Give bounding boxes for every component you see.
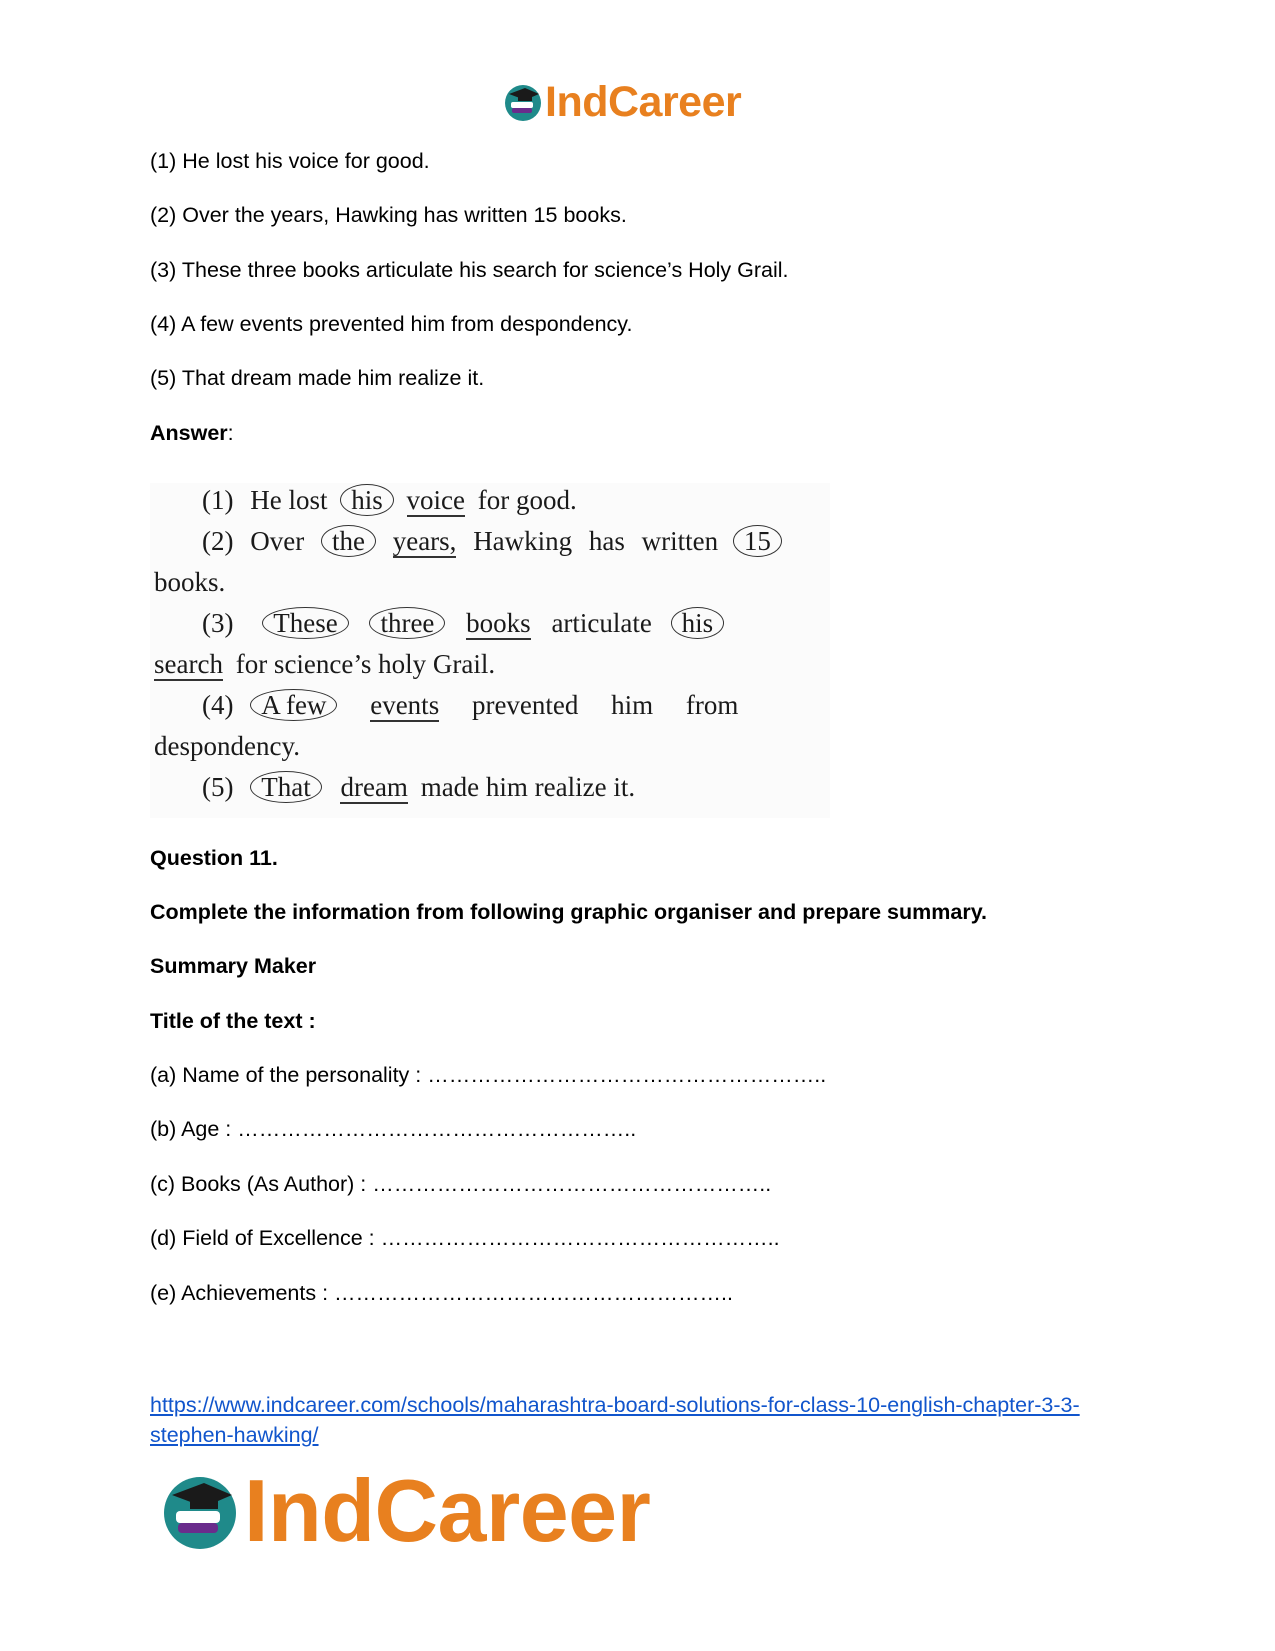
field-books: (c) Books (As Author) : ……………………………………………….. — [150, 1172, 772, 1196]
circled-word: his — [671, 607, 725, 639]
field-achievements: (e) Achievements : ……………………………………………….. — [150, 1281, 733, 1305]
circled-word: A few — [250, 689, 337, 721]
answer-row-6: (4) A few events prevented him from — [202, 690, 739, 720]
answer-image — [150, 483, 830, 818]
underlined-word: dream — [340, 772, 408, 802]
circled-word: 15 — [733, 525, 782, 557]
logo-emblem-icon — [160, 1471, 240, 1551]
answer-row-1: (1) He lost his voice for good. — [202, 485, 577, 515]
answer-row-2: (2) Over the years, Hawking has written 15 — [202, 524, 782, 558]
logo-wordmark: IndCareer — [545, 78, 742, 126]
field-age: (b) Age : ……………………………………………….. — [150, 1117, 637, 1141]
answer-row-3: books. — [154, 567, 226, 597]
underlined-word: voice — [406, 485, 465, 515]
circled-word: his — [340, 484, 394, 516]
circled-word: These — [262, 607, 348, 639]
question-11-instruction: Complete the information from following graphic organiser and prepare summary. — [150, 900, 988, 924]
answer-heading — [150, 420, 234, 446]
answer-row-4: (3) These three books articulate his — [202, 606, 724, 640]
question-item-2: (2) Over the years, Hawking has written 15 books. — [150, 203, 627, 227]
logo-wordmark: IndCareer — [244, 1461, 651, 1560]
underlined-word: events — [370, 690, 440, 720]
header-logo — [503, 78, 741, 126]
answer-row-7: despondency. — [154, 731, 300, 761]
question-item-3: (3) These three books articulate his search for science’s Holy Grail. — [150, 258, 789, 282]
source-link[interactable]: https://www.indcareer.com/schools/maharashtra-board-solutions-for-class-10-english-chapter-3-3-stephen-hawking/ — [150, 1393, 1080, 1447]
circled-word: That — [250, 771, 321, 803]
footer-logo — [160, 1461, 651, 1560]
underlined-word: search — [154, 649, 223, 679]
summary-maker-heading: Summary Maker — [150, 954, 317, 978]
answer-colon: : — [227, 421, 234, 445]
underlined-word: years, — [392, 526, 457, 556]
circled-word: three — [369, 607, 445, 639]
field-personality: (a) Name of the personality : ……………………………………………….. — [150, 1063, 827, 1087]
question-11-heading: Question 11. — [150, 846, 278, 870]
answer-label: Answer — [150, 421, 228, 445]
question-item-1: (1) He lost his voice for good. — [150, 149, 430, 173]
title-of-text-label: Title of the text : — [150, 1009, 316, 1033]
underlined-word: books — [466, 608, 531, 638]
answer-row-5: search for science’s holy Grail. — [154, 649, 496, 679]
question-item-4: (4) A few events prevented him from despondency. — [150, 312, 633, 336]
answer-row-8: (5) That dream made him realize it. — [202, 772, 636, 802]
logo-emblem-icon — [503, 82, 543, 122]
circled-word: the — [321, 525, 376, 557]
question-item-5: (5) That dream made him realize it. — [150, 366, 485, 390]
field-excellence: (d) Field of Excellence : ……………………………………………….. — [150, 1226, 780, 1250]
